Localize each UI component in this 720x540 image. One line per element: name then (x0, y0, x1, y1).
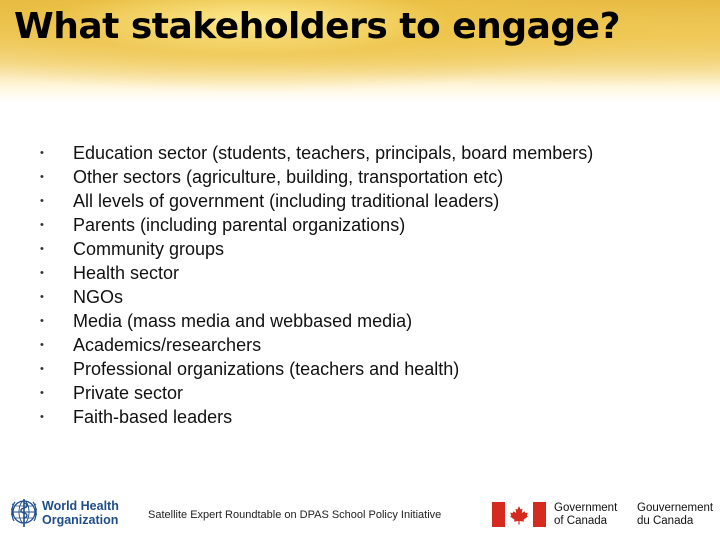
list-item: • Professional organizations (teachers and health) (40, 359, 460, 379)
canada-flag-icon (492, 502, 546, 527)
title-banner (0, 0, 720, 102)
slide-title: What stakeholders to engage? (14, 6, 620, 47)
bullet-icon: • (40, 387, 44, 399)
bullet-icon: • (40, 267, 44, 279)
list-item: • Education sector (students, teachers, principals, board members) (40, 143, 594, 163)
who-name: World Health Organization (42, 499, 119, 527)
list-item: • Parents (including parental organizations) (40, 215, 406, 235)
government-of-canada-label: Government of Canada (554, 502, 618, 527)
list-item: • Community groups (40, 239, 225, 259)
bullet-icon: • (40, 147, 44, 159)
bullet-icon: • (40, 219, 44, 231)
stakeholder-list (40, 141, 680, 429)
bullet-icon: • (40, 243, 44, 255)
bullet-icon: • (40, 363, 44, 375)
who-emblem-icon (8, 496, 40, 530)
list-item: • Faith-based leaders (40, 407, 233, 427)
bullet-icon: • (40, 411, 44, 423)
bullet-icon: • (40, 195, 44, 207)
footer-caption: Satellite Expert Roundtable on DPAS School Policy Initiative (148, 509, 442, 521)
bullet-icon: • (40, 171, 44, 183)
bullet-icon: • (40, 339, 44, 351)
gouvernement-du-canada-label: Gouvernement du Canada (637, 502, 714, 527)
list-item: • All levels of government (including traditional leaders) (40, 191, 500, 211)
list-item: • Media (mass media and webbased media) (40, 311, 413, 331)
list-item: • Other sectors (agriculture, building, transportation etc) (40, 167, 504, 187)
list-item: • NGOs (40, 287, 124, 307)
list-item: • Academics/researchers (40, 335, 262, 355)
bullet-icon: • (40, 291, 44, 303)
bullet-icon: • (40, 315, 44, 327)
list-item: • Private sector (40, 383, 184, 403)
list-item: • Health sector (40, 263, 180, 283)
who-logo (8, 496, 130, 532)
